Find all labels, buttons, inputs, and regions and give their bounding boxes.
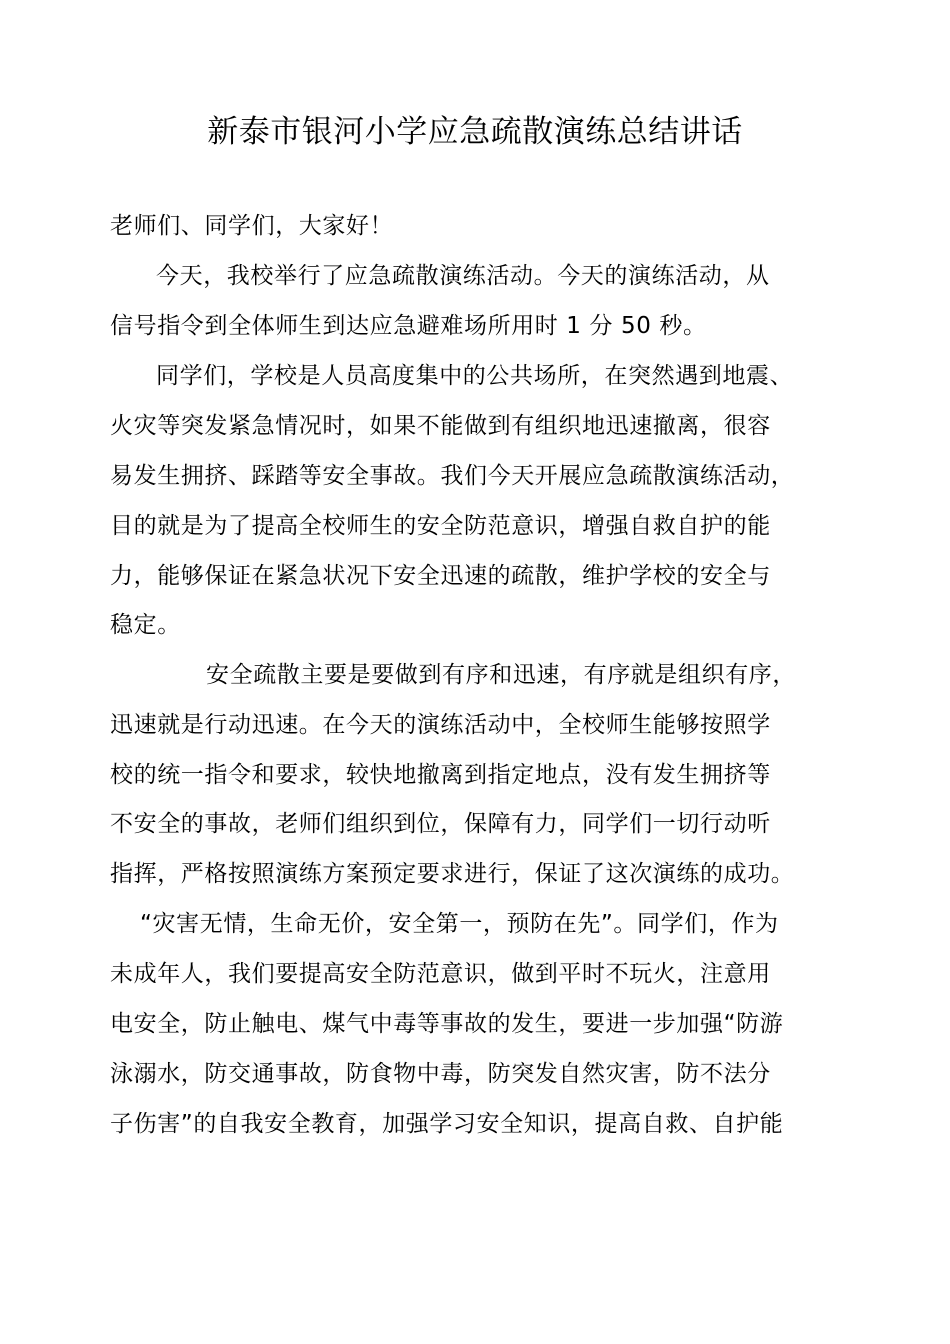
text-line: “灾害无情，生命无价，安全第一，预防在先”。同学们，作为 [140,911,779,937]
text-line: 火灾等突发紧急情况时，如果不能做到有组织地迅速撤离，很容 [110,413,771,439]
text-line: 目的就是为了提高全校师生的安全防范意识，增强自救自护的能 [110,513,771,539]
text-line: 泳溺水，防交通事故，防食物中毒，防突发自然灾害，防不法分 [110,1061,771,1087]
text-line: 指挥，严格按照演练方案预定要求进行，保证了这次演练的成功。 [110,861,795,887]
document-title: 新泰市银河小学应急疏散演练总结讲话 [207,114,743,150]
text-line: 校的统一指令和要求，较快地撤离到指定地点，没有发生拥挤等 [110,762,771,788]
text-line: 电安全，防止触电、煤气中毒等事故的发生，要进一步加强“防游 [110,1011,784,1037]
text-line: 力，能够保证在紧急状况下安全迅速的疏散，维护学校的安全与 [110,563,771,589]
text-line: 迅速就是行动迅速。在今天的演练活动中，全校师生能够按照学 [110,712,771,738]
text-line: 老师们、同学们，大家好！ [110,213,394,239]
text-line: 同学们，学校是人员高度集中的公共场所，在突然遇到地震、 [156,363,794,389]
text-line: 安全疏散主要是要做到有序和迅速，有序就是组织有序， [206,662,796,688]
text-line: 子伤害”的自我安全教育，加强学习安全知识，提高自救、自护能 [110,1111,784,1137]
text-line: 稳定。 [110,612,181,638]
text-line: 未成年人，我们要提高安全防范意识，做到平时不玩火，注意用 [110,961,771,987]
text-line: 不安全的事故，老师们组织到位，保障有力，同学们一切行动听 [110,811,771,837]
text-line: 信号指令到全体师生到达应急避难场所用时 1 分 50 秒。 [110,313,707,339]
text-line: 今天，我校举行了应急疏散演练活动。今天的演练活动，从 [156,263,770,289]
text-line: 易发生拥挤、踩踏等安全事故。我们今天开展应急疏散演练活动， [110,463,795,489]
